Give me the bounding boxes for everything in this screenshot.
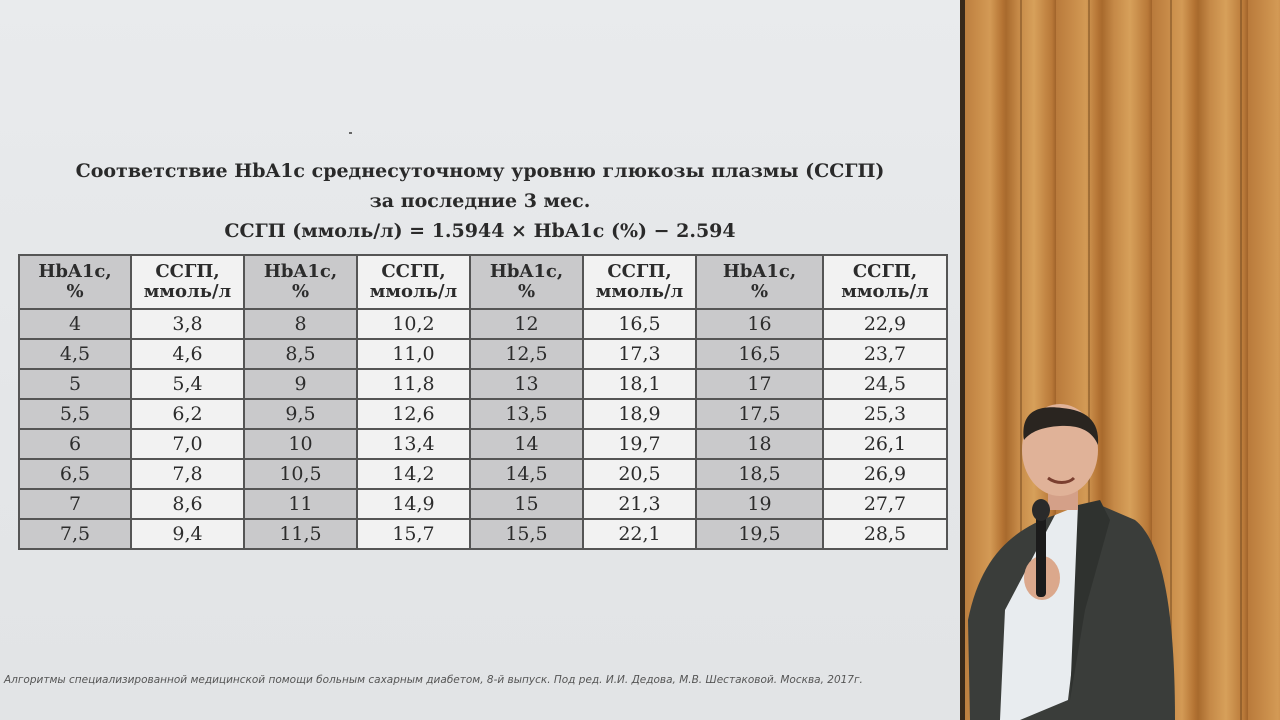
hba1c-cell: 17,5 xyxy=(696,399,823,429)
hba1c-cell: 7 xyxy=(19,489,131,519)
header-hba1c: HbA1c, % xyxy=(696,255,823,309)
hba1c-cell: 4 xyxy=(19,309,131,339)
table-row xyxy=(19,429,947,459)
ssgp-cell: 13,4 xyxy=(357,429,470,459)
table-row xyxy=(19,369,947,399)
header-ssgp: ССГП, ммоль/л xyxy=(131,255,244,309)
ssgp-cell: 16,5 xyxy=(583,309,696,339)
table-row xyxy=(19,399,947,429)
ssgp-cell: 9,4 xyxy=(131,519,244,549)
slide-subtitle: за последние 3 мес. xyxy=(369,190,591,212)
ssgp-cell: 17,3 xyxy=(583,339,696,369)
ssgp-cell: 22,1 xyxy=(583,519,696,549)
ssgp-cell: 18,1 xyxy=(583,369,696,399)
ssgp-cell: 25,3 xyxy=(823,399,947,429)
header-ssgp: ССГП, ммоль/л xyxy=(583,255,696,309)
hba1c-cell: 19 xyxy=(696,489,823,519)
hba1c-cell: 5 xyxy=(19,369,131,399)
ssgp-cell: 4,6 xyxy=(131,339,244,369)
hba1c-cell: 15,5 xyxy=(470,519,583,549)
ssgp-cell: 7,8 xyxy=(131,459,244,489)
hba1c-cell: 18 xyxy=(696,429,823,459)
hba1c-cell: 13 xyxy=(470,369,583,399)
ssgp-cell: 26,1 xyxy=(823,429,947,459)
header-ssgp: ССГП, ммоль/л xyxy=(357,255,470,309)
hba1c-cell: 14,5 xyxy=(470,459,583,489)
hba1c-cell: 7,5 xyxy=(19,519,131,549)
hba1c-cell: 16 xyxy=(696,309,823,339)
ssgp-cell: 27,7 xyxy=(823,489,947,519)
ssgp-cell: 28,5 xyxy=(823,519,947,549)
ssgp-cell: 14,2 xyxy=(357,459,470,489)
ssgp-cell: 8,6 xyxy=(131,489,244,519)
ssgp-cell: 14,9 xyxy=(357,489,470,519)
table-row xyxy=(19,519,947,549)
ssgp-cell: 24,5 xyxy=(823,369,947,399)
table-row xyxy=(19,339,947,369)
ssgp-cell: 20,5 xyxy=(583,459,696,489)
ssgp-cell: 5,4 xyxy=(131,369,244,399)
table-row xyxy=(19,489,947,519)
header-hba1c: HbA1c, % xyxy=(244,255,357,309)
hba1c-cell: 11,5 xyxy=(244,519,357,549)
hba1c-cell: 8,5 xyxy=(244,339,357,369)
hba1c-cell: 18,5 xyxy=(696,459,823,489)
header-ssgp: ССГП, ммоль/л xyxy=(823,255,947,309)
ssgp-cell: 15,7 xyxy=(357,519,470,549)
ssgp-cell: 22,9 xyxy=(823,309,947,339)
ssgp-cell: 11,8 xyxy=(357,369,470,399)
ssgp-cell: 6,2 xyxy=(131,399,244,429)
stray-mark xyxy=(349,132,352,134)
table-header-row xyxy=(19,255,947,309)
hba1c-cell: 6,5 xyxy=(19,459,131,489)
hba1c-cell: 10 xyxy=(244,429,357,459)
slide-title: Соответствие HbA1c среднесуточному уровню глюкозы плазмы (ССГП) xyxy=(75,160,885,182)
hba1c-cell: 12,5 xyxy=(470,339,583,369)
header-hba1c: HbA1c, % xyxy=(19,255,131,309)
ssgp-cell: 3,8 xyxy=(131,309,244,339)
hba1c-cell: 4,5 xyxy=(19,339,131,369)
ssgp-cell: 12,6 xyxy=(357,399,470,429)
ssgp-cell: 19,7 xyxy=(583,429,696,459)
wood-paneled-wall xyxy=(960,0,1280,720)
hba1c-cell: 15 xyxy=(470,489,583,519)
speaker-person xyxy=(960,0,1280,720)
header-hba1c: HbA1c, % xyxy=(470,255,583,309)
table-row xyxy=(19,309,947,339)
ssgp-cell: 18,9 xyxy=(583,399,696,429)
hba1c-cell: 16,5 xyxy=(696,339,823,369)
ssgp-cell: 11,0 xyxy=(357,339,470,369)
hba1c-cell: 8 xyxy=(244,309,357,339)
hba1c-cell: 12 xyxy=(470,309,583,339)
hba1c-cell: 9,5 xyxy=(244,399,357,429)
formula: ССГП (ммоль/л) = 1.5944 × HbA1c (%) − 2.594 xyxy=(224,220,736,242)
ssgp-cell: 26,9 xyxy=(823,459,947,489)
hba1c-cell: 14 xyxy=(470,429,583,459)
ssgp-cell: 21,3 xyxy=(583,489,696,519)
hba1c-cell: 19,5 xyxy=(696,519,823,549)
table-row xyxy=(19,459,947,489)
ssgp-cell: 10,2 xyxy=(357,309,470,339)
hba1c-cell: 10,5 xyxy=(244,459,357,489)
hba1c-cell: 5,5 xyxy=(19,399,131,429)
hba1c-glucose-table xyxy=(18,254,948,550)
hba1c-cell: 6 xyxy=(19,429,131,459)
hba1c-cell: 11 xyxy=(244,489,357,519)
ssgp-cell: 23,7 xyxy=(823,339,947,369)
hba1c-cell: 17 xyxy=(696,369,823,399)
hba1c-cell: 9 xyxy=(244,369,357,399)
ssgp-cell: 7,0 xyxy=(131,429,244,459)
hba1c-cell: 13,5 xyxy=(470,399,583,429)
source-footnote: Алгоритмы специализированной медицинской помощи больным сахарным диабетом, 8-й выпуск. Под ред. И.И. Дедова, М.В. Шестаковой. Москва, 2017г. xyxy=(4,674,863,686)
